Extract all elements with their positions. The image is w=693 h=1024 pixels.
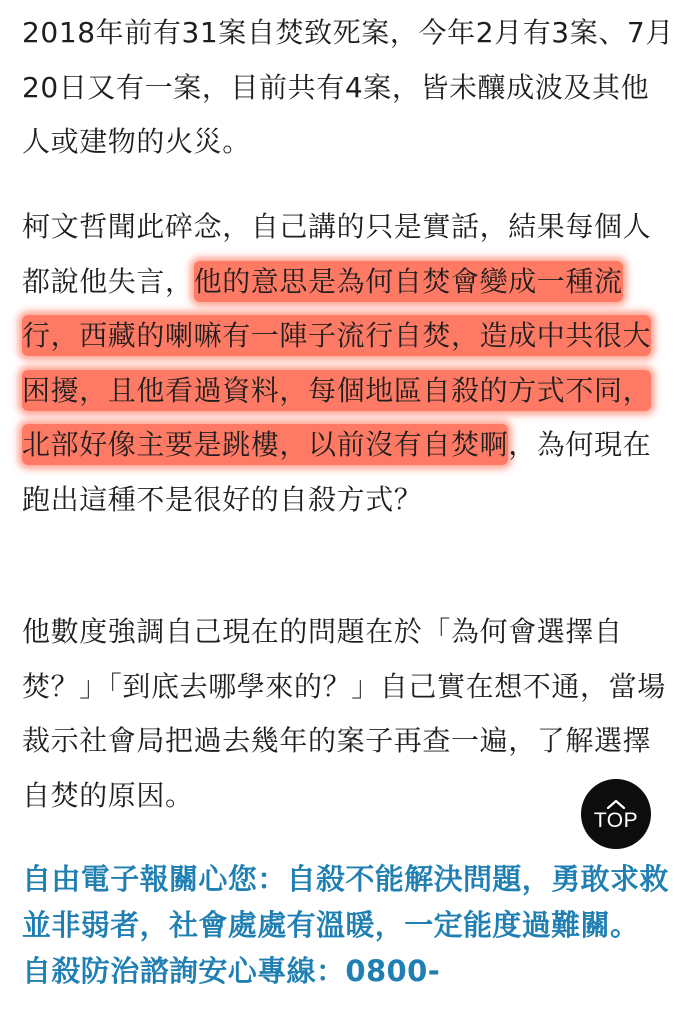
paragraph-ko-remarks-end: ，為何現在跑出這種不是很好的自殺方式？ xyxy=(22,428,652,516)
back-to-top-button[interactable] xyxy=(581,779,651,849)
paragraph-questions: 他數度強調自己現在的問題在於「為何會選擇自焚？」「到底去哪學來的？」自己實在想不通，當場裁示社會局把過去幾年的案子再查一遍，了解選擇自焚的原因。 xyxy=(22,615,666,812)
highlighted-quote: 他的意思是為何自焚會變成一種流行，西藏的喇嘛有一陣子流行自焚，造成中共很大困擾，且他看過資料，每個地區自殺的方式不同，北部好像主要是跳樓，以前沒有自焚啊 xyxy=(22,261,651,466)
paragraph-ko-remarks-intro: 柯文哲聞此碎念，自己講的只是實話，結果每個人都說他失言， xyxy=(22,210,652,298)
chevron-up-icon xyxy=(606,799,626,809)
paragraph-case-stats: 2018年前有31案自焚致死案，今年2月有3案、7月20日又有一案，目前共有4案，皆未釀成波及其他人或建物的火災。 xyxy=(22,16,674,158)
suicide-prevention-notice xyxy=(22,856,677,994)
hotline-text: 自殺防治諮詢安心專線：0800- xyxy=(22,954,441,988)
notice-text: 自由電子報關心您：自殺不能解決問題，勇敢求救並非弱者，社會處處有溫暖，一定能度過難關。 xyxy=(22,862,669,942)
back-to-top-label: TOP xyxy=(593,808,639,832)
paragraph-ko-remarks xyxy=(22,200,677,527)
